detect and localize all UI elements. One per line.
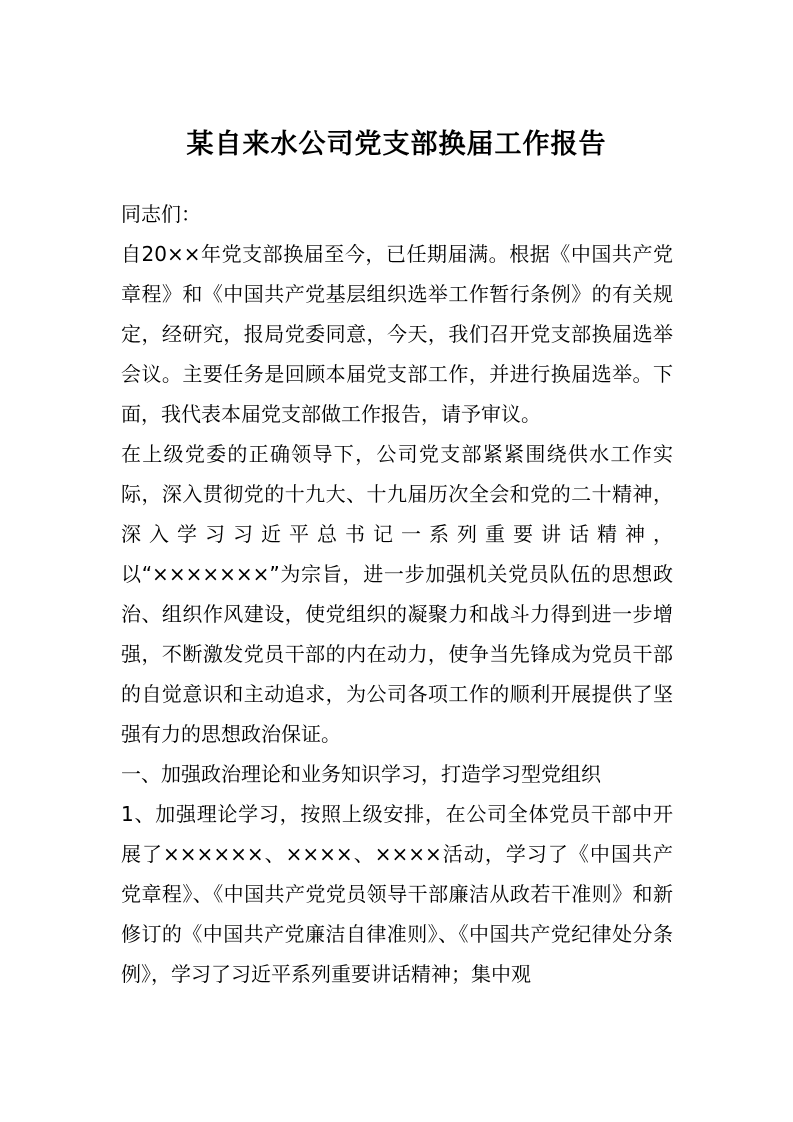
section-heading: 一、加强政治理论和业务知识学习，打造学习型党组织 bbox=[121, 762, 601, 786]
list-item-1: 1、加强理论学习，按照上级安排，在公司全体党员干部中开展了××××××、××××、××××活动，学习了《中国共产党章程》、《中国共产党党员领导干部廉洁从政若干准则》和新修订的《中国共产党廉洁自律准则》、《中国共产党纪律处分条例》，学习了习近平系列重要讲话精神；集中观 bbox=[121, 802, 673, 986]
paragraph-intro: 自20××年党支部换届至今，已任期届满。根据《中国共产党章程》和《中国共产党基层组织选举工作暂行条例》的有关规定，经研究，报局党委同意，今天，我们召开党支部换届选举会议。主要任务是回顾本届党支部工作，并进行换届选举。下面，我代表本届党支部做工作报告，请予审议。 bbox=[121, 242, 673, 426]
paragraph-summary: 在上级党委的正确领导下，公司党支部紧紧围绕供水工作实际，深入贯彻党的十九大、十九届历次全会和党的二十精神，深入学习习近平总书记一系列重要讲话精神，以“×××××××”为宗旨，进一步加强机关党员队伍的思想政治、组织作风建设，使党组织的凝聚力和战斗力得到进一步增强，不断激发党员干部的内在动力，使争当先锋成为党员干部的自觉意识和主动追求，为公司各项工作的顺利开展提供了坚强有力的思想政治保证。 bbox=[121, 442, 673, 746]
document-body bbox=[121, 194, 673, 994]
salutation: 同志们： bbox=[121, 202, 201, 226]
document-title: 某自来水公司党支部换届工作报告 bbox=[186, 129, 607, 160]
